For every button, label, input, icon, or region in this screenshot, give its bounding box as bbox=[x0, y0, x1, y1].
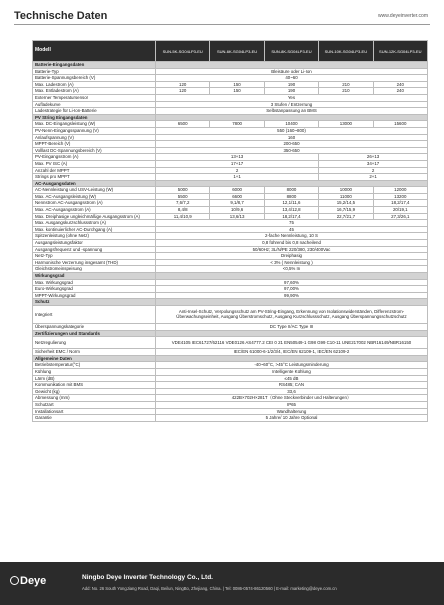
row-label: Max. AC-Ausgangsleistung (W) bbox=[33, 193, 156, 200]
row-label: Garantie bbox=[33, 415, 156, 422]
row-label: Harmonische Verzerrung insgesamt (THD) bbox=[33, 259, 156, 266]
row-label: Max. Ladestrom (A) bbox=[33, 81, 156, 88]
cell-value: ≤45 dB bbox=[156, 375, 428, 382]
cell-value: 11,4/10,9 bbox=[156, 213, 210, 220]
row-label: MPPT-Bereich (V) bbox=[33, 141, 156, 148]
cell-value: 5500 bbox=[156, 193, 210, 200]
table-row bbox=[33, 226, 428, 233]
row-label: PV-Eingangsstrom (A) bbox=[33, 154, 156, 161]
cell-value: Wandhalterung bbox=[156, 408, 428, 415]
table-row bbox=[33, 127, 428, 134]
table-row bbox=[33, 141, 428, 148]
cell-value: 422B×702H×281T（Ohne Steckverbinder und Halterungen） bbox=[156, 395, 428, 402]
section-header-row bbox=[33, 355, 428, 362]
section-header-row bbox=[33, 114, 428, 121]
cell-value: 7,6/7,2 bbox=[156, 200, 210, 207]
cell-value: 210 bbox=[319, 81, 373, 88]
table-row bbox=[33, 408, 428, 415]
spec-table-body bbox=[33, 41, 428, 422]
cell-value: Anti-Insel-Schutz, Verpolungsschutz am PV-String-Eingang, Erkennung von Isolationswiderständen, Differenzstrom-Überwachungseinheit, Ausgang Überstromschutz, Ausgang Kurzschlussschutz, Ausgang Überspannungsschutzschutz bbox=[156, 305, 428, 323]
cell-value: 8000 bbox=[264, 187, 318, 194]
section-header-row bbox=[33, 180, 428, 187]
table-row bbox=[33, 94, 428, 101]
cell-value: 120 bbox=[156, 81, 210, 88]
table-header-row bbox=[33, 41, 428, 62]
row-label: Ausgangsfrequenz und -spannung bbox=[33, 246, 156, 253]
section-header-row bbox=[33, 330, 428, 337]
row-label: Gleichstromeinspeisung bbox=[33, 266, 156, 273]
cell-value: IEC/EN 61000-6-1/2/3/4, IEC/EN 62109-1, IEC/EN 62109-2 bbox=[156, 349, 428, 356]
cell-value: 190 bbox=[264, 81, 318, 88]
cell-value: 0,8 führend bis 0,8 nacheilend bbox=[156, 240, 428, 247]
table-row bbox=[33, 160, 428, 167]
row-label: Netz-Typ bbox=[33, 253, 156, 260]
row-label: Schutzart bbox=[33, 401, 156, 408]
row-label: Strings pro MPPT bbox=[33, 174, 156, 181]
cell-value: 10/9,6 bbox=[210, 207, 264, 214]
section-header-row bbox=[33, 299, 428, 306]
cell-value: 5000 bbox=[156, 187, 210, 194]
cell-value bbox=[156, 273, 428, 280]
row-label: Gewicht (kg) bbox=[33, 388, 156, 395]
cell-value: 33,6 bbox=[156, 388, 428, 395]
cell-value: 27,3/26,1 bbox=[373, 213, 427, 220]
cell-value bbox=[156, 299, 428, 306]
cell-value: DC Type II/AC Type III bbox=[156, 323, 428, 330]
row-label: Spitzenleistung (ohne Netz) bbox=[33, 233, 156, 240]
table-row bbox=[33, 286, 428, 293]
table-row bbox=[33, 75, 428, 82]
table-row bbox=[33, 101, 428, 108]
cell-value: 2-fache Nennleistung, 10 S bbox=[156, 233, 428, 240]
model-name: SUN-10K-SG04LP3-EU bbox=[319, 41, 373, 62]
table-row bbox=[33, 193, 428, 200]
row-label: Max. Ausgangskurzschlussstrom (A) bbox=[33, 220, 156, 227]
cell-value: VDE4105 IEC61727/62116 VDE0126 AS4777.2 CEI 0 21 EN50549-1 G98 G99 C10-11 UNE217002 NBR16149/NBR16150 bbox=[156, 337, 428, 349]
cell-value: Selbstanpassung an BMS bbox=[156, 108, 428, 115]
cell-value: 2 bbox=[319, 167, 428, 174]
cell-value: 240 bbox=[373, 88, 427, 95]
row-label: Abmessung (mm) bbox=[33, 395, 156, 402]
table-row bbox=[33, 220, 428, 227]
cell-value: 12000 bbox=[373, 187, 427, 194]
cell-value: 150 bbox=[210, 88, 264, 95]
row-label: Max. Entladestrom (A) bbox=[33, 88, 156, 95]
cell-value: 17+17 bbox=[156, 160, 319, 167]
section-header-row bbox=[33, 273, 428, 280]
model-label: Modell bbox=[33, 41, 156, 62]
deye-logo: Deye bbox=[10, 575, 46, 587]
model-name: SUN-5K-SG04LP3-EU bbox=[156, 41, 210, 62]
cell-value bbox=[156, 62, 428, 69]
cell-value: 2 bbox=[156, 167, 319, 174]
row-label: Max. kontinuierlicher AC-Durchgang (A) bbox=[33, 226, 156, 233]
cell-value: 18,2/17,4 bbox=[264, 213, 318, 220]
cell-value: 97,60% bbox=[156, 279, 428, 286]
table-row bbox=[33, 167, 428, 174]
table-row bbox=[33, 395, 428, 402]
table-row bbox=[33, 323, 428, 330]
cell-value: 6500 bbox=[156, 121, 210, 128]
company-name: Ningbo Deye Inverter Technology Co., Ltd. bbox=[82, 574, 213, 581]
cell-value: 240 bbox=[373, 81, 427, 88]
cell-value: 8800 bbox=[264, 193, 318, 200]
section-title: PV String Eingangsdaten bbox=[33, 114, 156, 121]
cell-value bbox=[156, 355, 428, 362]
cell-value bbox=[156, 114, 428, 121]
table-row bbox=[33, 207, 428, 214]
footer-bar bbox=[0, 562, 444, 605]
cell-value bbox=[156, 180, 428, 187]
cell-value: Bleisäure oder Li-Ion bbox=[156, 68, 428, 75]
table-row bbox=[33, 259, 428, 266]
cell-value: 45 bbox=[156, 226, 428, 233]
cell-value: 34+17 bbox=[319, 160, 428, 167]
cell-value: 5 Jahre/ 10 Jahre Optional bbox=[156, 415, 428, 422]
table-row bbox=[33, 415, 428, 422]
table-row bbox=[33, 121, 428, 128]
table-row bbox=[33, 382, 428, 389]
table-row bbox=[33, 81, 428, 88]
company-address: Add: No. 26 South YongJiang Road, Daqi, Beilun, NingBo, Zhejiang, China. | Tel: 0086-0574-86120560 | E-mail: marketing@deye.com.cn bbox=[82, 586, 337, 591]
cell-value: Intelligente Kühlung bbox=[156, 368, 428, 375]
cell-value: 18,2/17,4 bbox=[373, 200, 427, 207]
section-title: Wirkungsgrad bbox=[33, 273, 156, 280]
table-row bbox=[33, 401, 428, 408]
row-label: Externer Temperatursensor bbox=[33, 94, 156, 101]
row-label: Überspannungskategorie bbox=[33, 323, 156, 330]
cell-value: 20/19,1 bbox=[373, 207, 427, 214]
cell-value: 10000 bbox=[319, 187, 373, 194]
table-row bbox=[33, 388, 428, 395]
cell-value: 12,1/11,6 bbox=[264, 200, 318, 207]
cell-value: 16,7/15,9 bbox=[319, 207, 373, 214]
table-row bbox=[33, 337, 428, 349]
cell-value: 8,4/8 bbox=[156, 207, 210, 214]
row-label: Sicherheit EMC / Norm bbox=[33, 349, 156, 356]
cell-value: -40~60°C, >45°C Leistungsminderung bbox=[156, 362, 428, 369]
section-header-row bbox=[33, 62, 428, 69]
cell-value: 40~60 bbox=[156, 75, 428, 82]
cell-value: 6600 bbox=[210, 193, 264, 200]
cell-value: 160 bbox=[156, 134, 428, 141]
table-row bbox=[33, 375, 428, 382]
row-label: Installationsart bbox=[33, 408, 156, 415]
cell-value: 10400 bbox=[264, 121, 318, 128]
row-label: Volllast DC-Spannungsbereich (V) bbox=[33, 147, 156, 154]
table-row bbox=[33, 266, 428, 273]
table-row bbox=[33, 213, 428, 220]
header-divider bbox=[14, 24, 430, 25]
section-title: Batterie-Eingangsdaten bbox=[33, 62, 156, 69]
row-label: MPPT-Wirkungsgrad bbox=[33, 292, 156, 299]
table-row bbox=[33, 233, 428, 240]
row-label: Ladestrategie für Li-Ion-Batterie bbox=[33, 108, 156, 115]
cell-value: IP65 bbox=[156, 401, 428, 408]
cell-value: Dreiphasig bbox=[156, 253, 428, 260]
table-row bbox=[33, 292, 428, 299]
cell-value: <0,5% In bbox=[156, 266, 428, 273]
cell-value: 7800 bbox=[210, 121, 264, 128]
cell-value: 2+1 bbox=[319, 174, 428, 181]
cell-value: 13200 bbox=[373, 193, 427, 200]
cell-value: 75 bbox=[156, 220, 428, 227]
cell-value: 190 bbox=[264, 88, 318, 95]
table-row bbox=[33, 240, 428, 247]
model-name: SUN-12K-SG04LP3-EU bbox=[373, 41, 427, 62]
cell-value: Yes bbox=[156, 94, 428, 101]
cell-value: 13,4/12,8 bbox=[264, 207, 318, 214]
cell-value: 11000 bbox=[319, 193, 373, 200]
row-label: Betriebstemperatur(°C) bbox=[33, 362, 156, 369]
row-label: Integriert bbox=[33, 305, 156, 323]
cell-value: < 3% ( Nennleistung ) bbox=[156, 259, 428, 266]
cell-value: 13+13 bbox=[156, 154, 319, 161]
table-row bbox=[33, 246, 428, 253]
table-row bbox=[33, 68, 428, 75]
table-row bbox=[33, 187, 428, 194]
section-title: Allgemeine Daten bbox=[33, 355, 156, 362]
table-row bbox=[33, 368, 428, 375]
table-row bbox=[33, 200, 428, 207]
cell-value: 120 bbox=[156, 88, 210, 95]
row-label: Batterie-Typ bbox=[33, 68, 156, 75]
cell-value: 6000 bbox=[210, 187, 264, 194]
row-label: Max. AC-Ausgangsstrom (A) bbox=[33, 207, 156, 214]
row-label: PV-Nenn-Eingangsspannung (V) bbox=[33, 127, 156, 134]
cell-value: 200-650 bbox=[156, 141, 428, 148]
table-row bbox=[33, 154, 428, 161]
cell-value bbox=[156, 330, 428, 337]
row-label: Max. Dreiphasige ungleichmäßige Ausgangsstrom (A) bbox=[33, 213, 156, 220]
cell-value: 550 (160~800) bbox=[156, 127, 428, 134]
row-label: Euro-Wirkungsgrad bbox=[33, 286, 156, 293]
cell-value: 3 Stufen / Entzerrung bbox=[156, 101, 428, 108]
cell-value: RS485; CAN bbox=[156, 382, 428, 389]
table-row bbox=[33, 147, 428, 154]
cell-value: 1+1 bbox=[156, 174, 319, 181]
table-row bbox=[33, 305, 428, 323]
row-label: Max. Wirkungsgrad bbox=[33, 279, 156, 286]
section-title: Schutz bbox=[33, 299, 156, 306]
website-url[interactable]: www.deyeinverter.com bbox=[377, 13, 428, 19]
page-title: Technische Daten bbox=[14, 10, 108, 22]
cell-value: 9,1/8,7 bbox=[210, 200, 264, 207]
section-title: AC-Ausgangsdaten bbox=[33, 180, 156, 187]
row-label: Batterie-Spannungsbereich (V) bbox=[33, 75, 156, 82]
table-row bbox=[33, 362, 428, 369]
table-row bbox=[33, 349, 428, 356]
table-row bbox=[33, 253, 428, 260]
logo-ring-icon bbox=[10, 576, 19, 585]
row-label: Anzahl der MPPT bbox=[33, 167, 156, 174]
table-row bbox=[33, 134, 428, 141]
row-label: Max. PV ISC (A) bbox=[33, 160, 156, 167]
row-label: Nennstrom AC-Ausgangsstrom (A) bbox=[33, 200, 156, 207]
cell-value: 22,7/21,7 bbox=[319, 213, 373, 220]
table-row bbox=[33, 279, 428, 286]
table-row bbox=[33, 108, 428, 115]
cell-value: 13,6/13 bbox=[210, 213, 264, 220]
section-title: Zertifizierungen und Standards bbox=[33, 330, 156, 337]
row-label: Lärm (dB) bbox=[33, 375, 156, 382]
spec-table bbox=[32, 40, 428, 422]
row-label: Ausgangsleistungsfaktor bbox=[33, 240, 156, 247]
cell-value: 350-650 bbox=[156, 147, 428, 154]
cell-value: 15600 bbox=[373, 121, 427, 128]
model-name: SUN-6K-SG04LP3-EU bbox=[210, 41, 264, 62]
model-name: SUN-8K-SG04LP3-EU bbox=[264, 41, 318, 62]
cell-value: 210 bbox=[319, 88, 373, 95]
row-label: Netzregulierung bbox=[33, 337, 156, 349]
row-label: Kühlung bbox=[33, 368, 156, 375]
row-label: AC-Nennleistung und USV-Leistung (W) bbox=[33, 187, 156, 194]
cell-value: 13000 bbox=[319, 121, 373, 128]
row-label: Aufladekurve bbox=[33, 101, 156, 108]
cell-value: 97,00% bbox=[156, 286, 428, 293]
row-label: Anlaufspannung (V) bbox=[33, 134, 156, 141]
table-row bbox=[33, 88, 428, 95]
cell-value: 50/60Hz; 3L/N/PE 220/380, 230/400Vac bbox=[156, 246, 428, 253]
cell-value: 99,90% bbox=[156, 292, 428, 299]
row-label: Max. DC-Eingangsleistung (W) bbox=[33, 121, 156, 128]
table-row bbox=[33, 174, 428, 181]
cell-value: 26+13 bbox=[319, 154, 428, 161]
row-label: Kommunikation mit BMS bbox=[33, 382, 156, 389]
cell-value: 15,2/14,5 bbox=[319, 200, 373, 207]
cell-value: 150 bbox=[210, 81, 264, 88]
